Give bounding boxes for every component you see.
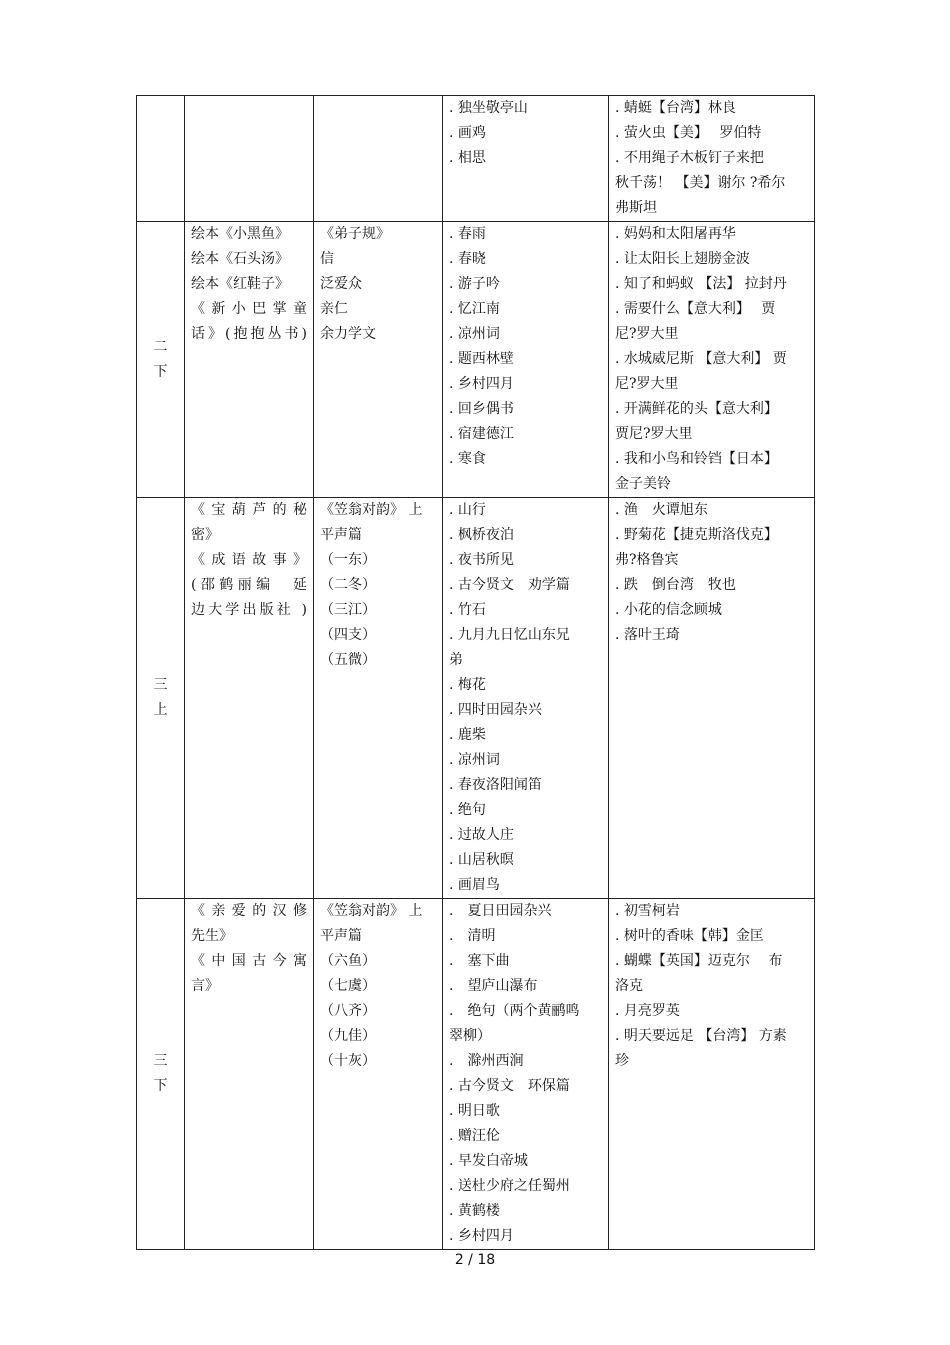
poem-title: . 赠汪伦: [449, 1128, 500, 1144]
classic-text: 余力学文: [320, 326, 376, 342]
modern-work: . 月亮罗英: [615, 1003, 680, 1019]
poem-title: . 独坐敬亭山: [449, 100, 528, 116]
book-title: 先生》: [191, 928, 233, 944]
modern-work: . 让太阳长上翅膀金波: [615, 251, 750, 267]
classic-text: 《弟子规》: [320, 226, 390, 242]
poem-title: . 枫桥夜泊: [449, 527, 514, 543]
modern-work: . 知了和蚂蚁 【法】 拉封丹: [615, 276, 787, 292]
classic-text: （六鱼）: [320, 953, 376, 969]
table-row: [137, 899, 815, 1250]
poem-title: . 清明: [449, 928, 496, 944]
poem-title: . 绝句（两个黄鹂鸣: [449, 1003, 580, 1019]
modern-work: 尼?罗大里: [615, 326, 679, 342]
book-title: 话》(抱抱丛书): [191, 326, 307, 342]
page-number: 2 / 18: [454, 1252, 496, 1268]
poem-title: . 明日歌: [449, 1103, 500, 1119]
poem-title: . 四时田园杂兴: [449, 702, 542, 718]
poem-title: . 乡村四月: [449, 1228, 514, 1244]
books-cell: [185, 96, 314, 222]
classics-cell: [314, 498, 443, 899]
table-row: [137, 498, 815, 899]
modern-work: 珍: [615, 1053, 629, 1069]
poem-title: . 古今贤文 环保篇: [449, 1078, 570, 1094]
poem-title: . 春雨: [449, 226, 486, 242]
book-title: 《新小巴掌童: [191, 301, 307, 317]
poem-title: 翠柳）: [449, 1028, 491, 1044]
poem-title: . 绝句: [449, 802, 486, 818]
poem-title: . 望庐山瀑布: [449, 978, 538, 994]
classic-text: （一东）: [320, 552, 376, 568]
classic-text: 泛爱众: [320, 276, 362, 292]
poem-title: . 山行: [449, 502, 486, 518]
poem-title: . 夜书所见: [449, 552, 514, 568]
poem-title: . 游子吟: [449, 276, 500, 292]
grade-cell: [137, 498, 185, 899]
modern-work: . 妈妈和太阳屠再华: [615, 226, 736, 242]
modern-work: 秋千荡！ 【美】谢尔 ?希尔: [615, 175, 786, 191]
poem-title: . 忆江南: [449, 301, 500, 317]
poem-title: . 画鸡: [449, 125, 486, 141]
classic-text: （八齐）: [320, 1003, 376, 1019]
poem-title: . 宿建德江: [449, 426, 514, 442]
poem-title: . 画眉鸟: [449, 877, 500, 893]
modern-work: 弗?格鲁宾: [615, 552, 679, 568]
grade-label: 二: [153, 338, 168, 355]
classic-text: （十灰）: [320, 1053, 376, 1069]
poem-title: . 塞下曲: [449, 953, 510, 969]
poem-title: . 夏日田园杂兴: [449, 903, 552, 919]
table-row: [137, 96, 815, 222]
modern-work: . 跌 倒台湾 牧也: [615, 577, 736, 593]
poem-title: . 竹石: [449, 602, 486, 618]
classic-text: （九佳）: [320, 1028, 376, 1044]
poem-title: . 早发白帝城: [449, 1153, 528, 1169]
poem-title: . 寒食: [449, 451, 486, 467]
modern-works-cell: [609, 899, 815, 1250]
poem-title: . 凉州词: [449, 752, 500, 768]
grade-label: 下: [153, 363, 168, 380]
grade-cell: [137, 899, 185, 1250]
book-title: 《中国古今寓: [191, 953, 307, 969]
reading-list-table: [136, 95, 815, 1250]
books-cell: [185, 498, 314, 899]
poem-title: 弟: [449, 652, 463, 668]
table-row: [137, 222, 815, 498]
poem-title: . 黄鹤楼: [449, 1203, 500, 1219]
modern-work: . 树叶的香味【韩】金匡: [615, 928, 764, 944]
classics-cell: [314, 96, 443, 222]
poem-title: . 九月九日忆山东兄: [449, 627, 570, 643]
modern-works-cell: [609, 498, 815, 899]
classic-text: （四支）: [320, 627, 376, 643]
modern-work: . 开满鲜花的头【意大利】: [615, 401, 778, 417]
book-title: (邵鹤丽编 延: [191, 577, 307, 593]
modern-work: . 落叶王琦: [615, 627, 680, 643]
poems-cell: [443, 96, 609, 222]
modern-work: . 需要什么【意大利】 贾: [615, 301, 776, 317]
classic-text: 平声篇: [320, 928, 362, 944]
poem-title: . 春夜洛阳闻笛: [449, 777, 542, 793]
modern-work: 贾尼?罗大里: [615, 426, 693, 442]
grade-label: 三: [153, 1053, 168, 1069]
modern-work: . 萤火虫【美】 罗伯特: [615, 125, 762, 141]
modern-work: . 不用绳子木板钉子来把: [615, 150, 764, 166]
poem-title: . 滁州西涧: [449, 1053, 524, 1069]
classic-text: 亲仁: [320, 301, 348, 317]
book-title: 密》: [191, 527, 219, 543]
classic-text: （五微）: [320, 652, 376, 668]
poem-title: . 乡村四月: [449, 376, 514, 392]
books-cell: [185, 899, 314, 1250]
book-title: 《亲爱的汉修: [191, 903, 307, 919]
modern-work: . 我和小鸟和铃铛【日本】: [615, 451, 778, 467]
grade-label: 下: [153, 1078, 168, 1094]
grade-cell: [137, 96, 185, 222]
modern-work: . 蝴蝶【英国】迈克尔 布: [615, 953, 783, 969]
classic-text: （三江）: [320, 602, 376, 618]
book-title: 绘本《石头汤》: [191, 251, 289, 267]
poem-title: . 回乡偶书: [449, 401, 514, 417]
classic-text: 《笠翁对韵》 上: [320, 502, 423, 518]
book-title: 《宝葫芦的秘: [191, 502, 307, 518]
poem-title: . 凉州词: [449, 326, 500, 342]
modern-work: . 小花的信念顾城: [615, 602, 722, 618]
modern-work: . 水城威尼斯 【意大利】 贾: [615, 351, 787, 367]
classic-text: （七虞）: [320, 978, 376, 994]
poems-cell: [443, 899, 609, 1250]
poem-title: . 鹿柴: [449, 727, 486, 743]
classics-cell: [314, 222, 443, 498]
modern-work: . 明天要远足 【台湾】 方素: [615, 1028, 787, 1044]
book-title: 言》: [191, 978, 219, 994]
poem-title: . 山居秋暝: [449, 852, 514, 868]
classics-cell: [314, 899, 443, 1250]
poem-title: . 古今贤文 劝学篇: [449, 577, 570, 593]
modern-work: 金子美铃: [615, 476, 671, 492]
modern-work: 尼?罗大里: [615, 376, 679, 392]
modern-work: . 渔 火谭旭东: [615, 502, 708, 518]
book-title: 绘本《红鞋子》: [191, 276, 289, 292]
grade-label: 上: [153, 702, 168, 718]
modern-works-cell: [609, 96, 815, 222]
modern-work: . 初雪柯岩: [615, 903, 680, 919]
books-cell: [185, 222, 314, 498]
poem-title: . 题西林壁: [449, 351, 514, 367]
poem-title: . 过故人庄: [449, 827, 514, 843]
classic-text: 《笠翁对韵》 上: [320, 903, 423, 919]
poems-cell: [443, 498, 609, 899]
book-title: 绘本《小黑鱼》: [191, 226, 289, 242]
book-title: 《成语故事》: [191, 552, 307, 568]
modern-works-cell: [609, 222, 815, 498]
classic-text: 平声篇: [320, 527, 362, 543]
modern-work: . 野菊花【捷克斯洛伐克】: [615, 527, 778, 543]
poems-cell: [443, 222, 609, 498]
classic-text: （二冬）: [320, 577, 376, 593]
modern-work: 洛克: [615, 978, 643, 994]
classic-text: 信: [320, 251, 334, 267]
modern-work: . 蜻蜓【台湾】林良: [615, 100, 736, 116]
grade-cell: [137, 222, 185, 498]
book-title: 边大学出版社 ): [191, 602, 307, 618]
grade-label: 三: [153, 677, 168, 693]
modern-work: 弗斯坦: [615, 200, 657, 216]
poem-title: . 梅花: [449, 677, 486, 693]
poem-title: . 相思: [449, 150, 486, 166]
poem-title: . 送杜少府之任蜀州: [449, 1178, 570, 1194]
poem-title: . 春晓: [449, 251, 486, 267]
